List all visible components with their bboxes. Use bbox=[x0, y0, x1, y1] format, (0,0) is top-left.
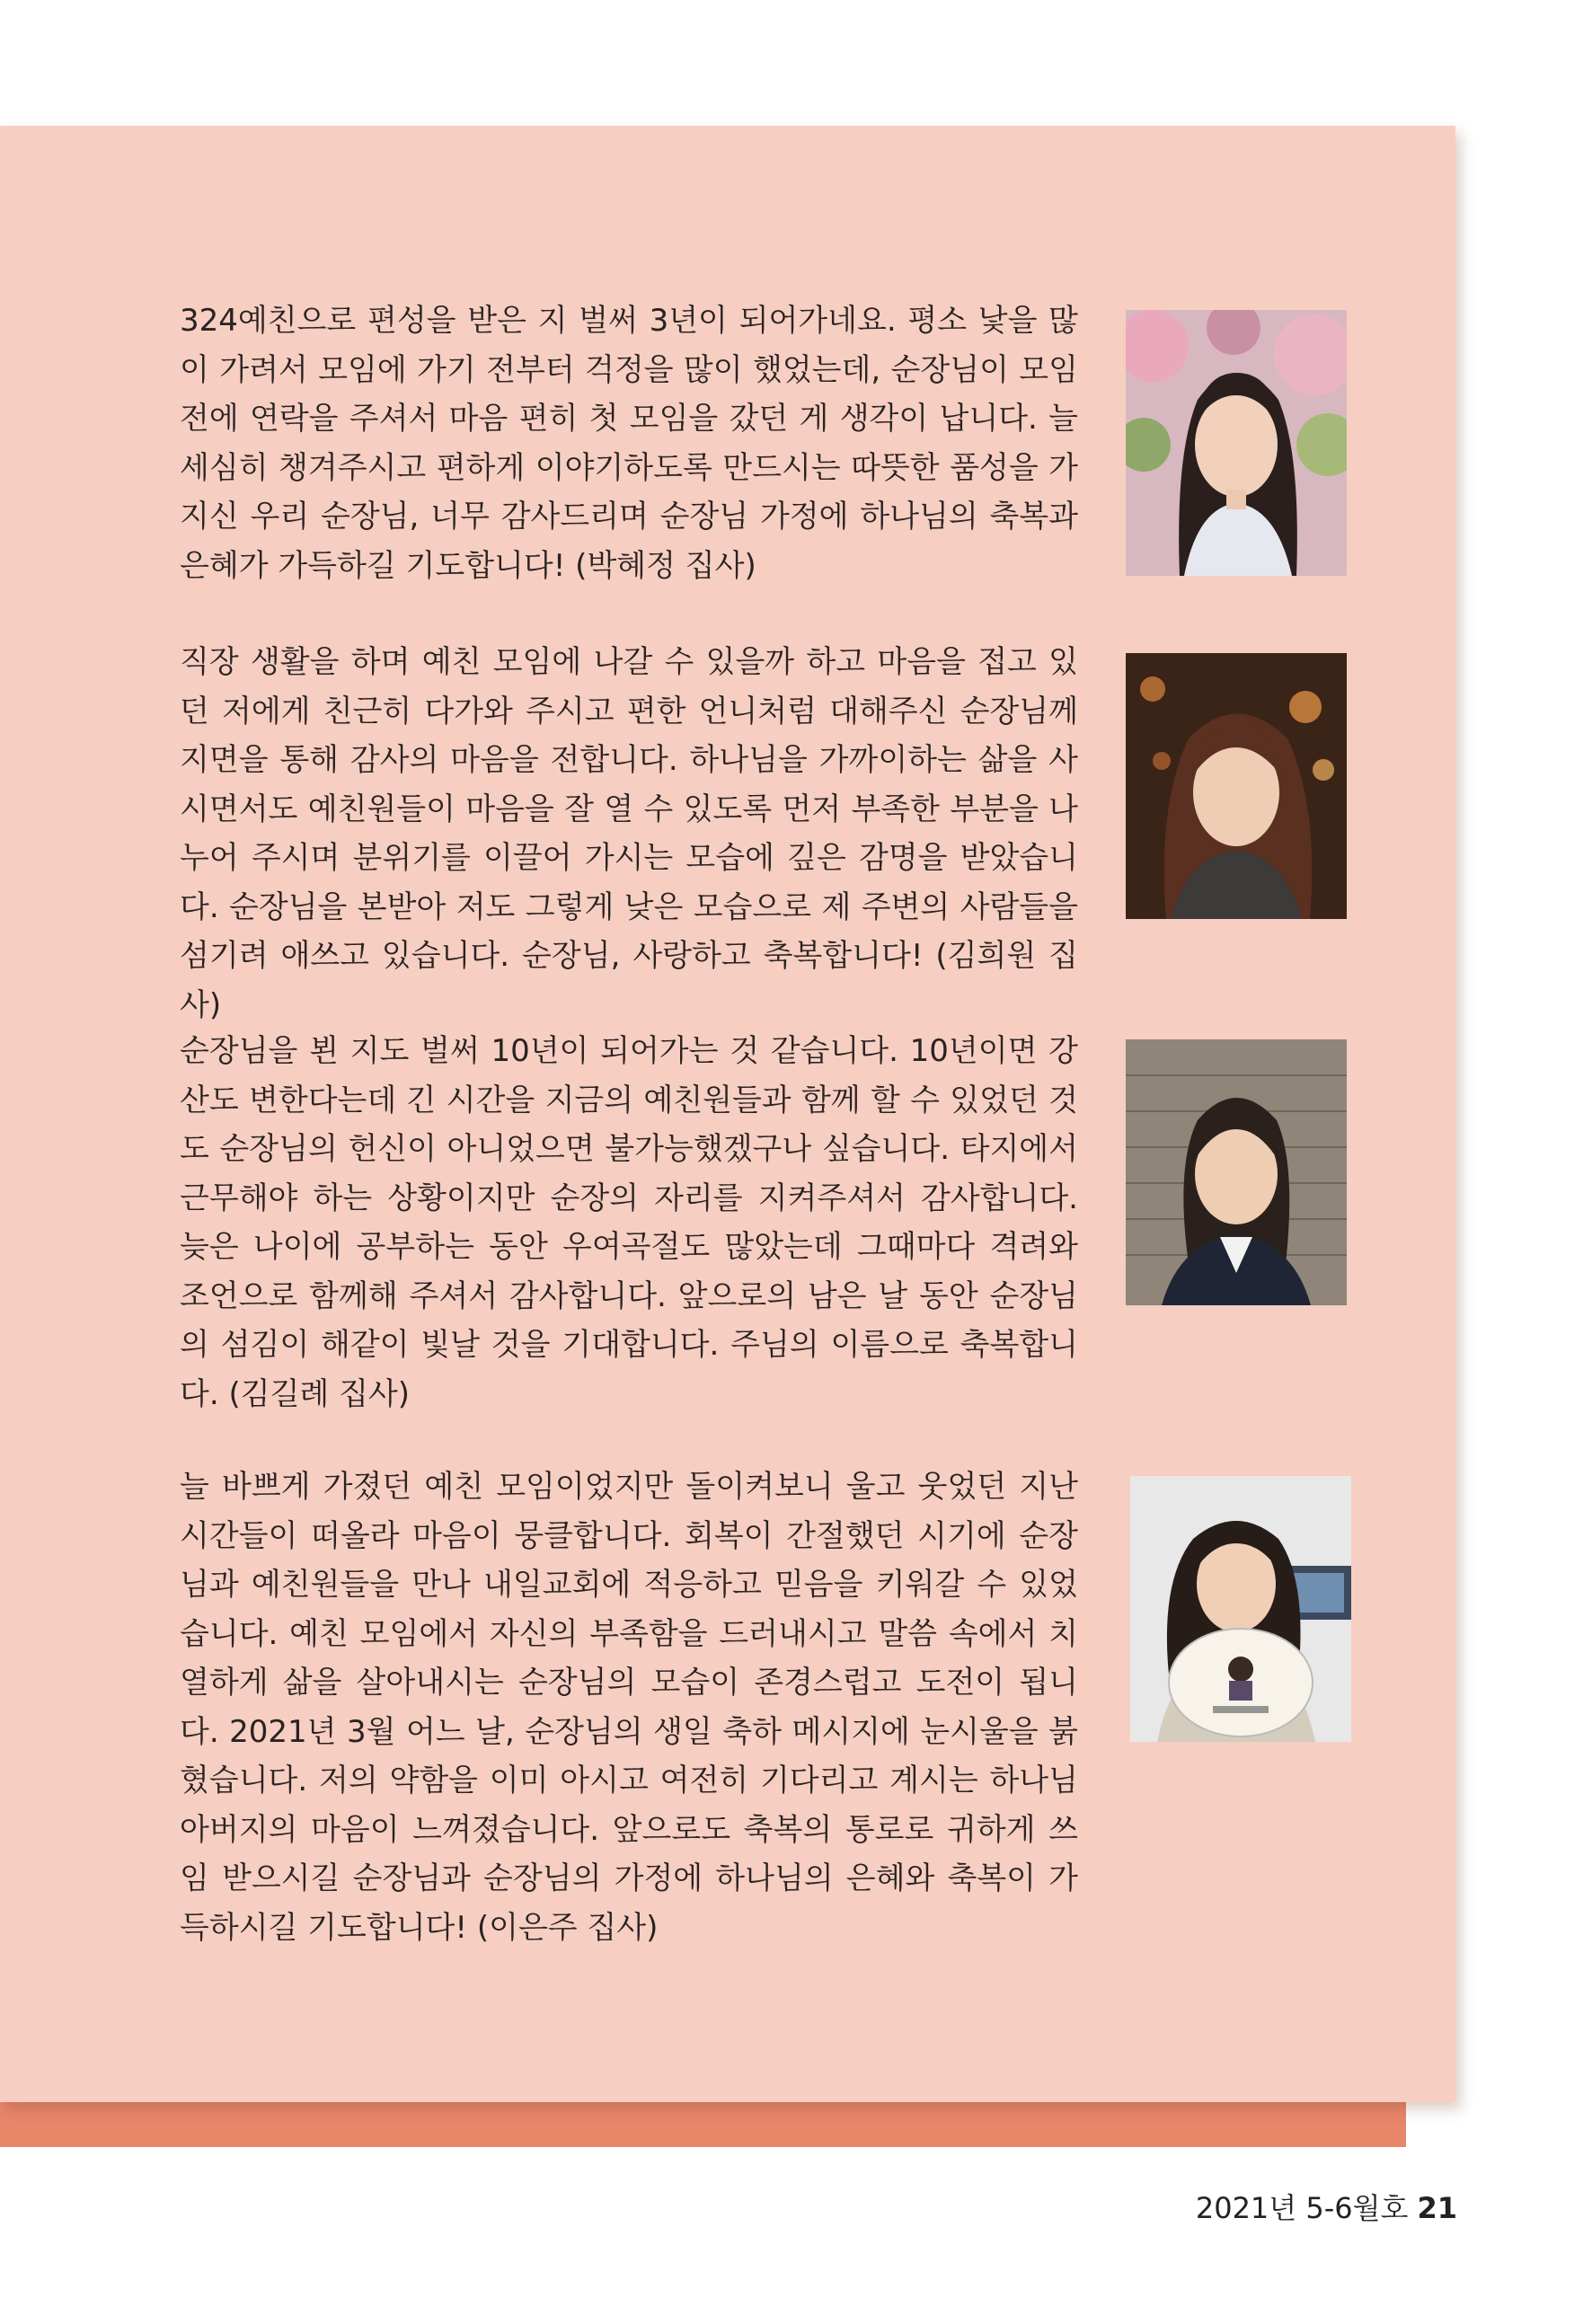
testimony-text-4: 늘 바쁘게 가졌던 예친 모임이었지만 돌이켜보니 울고 웃었던 지난 시간들이 떠올라 마음이 뭉클합니다. 회복이 간절했던 시기에 순장님과 예친원들을 만나 내일교회에 적응하고 믿음을 키워갈 수 있었습니다. 예친 모임에서 자신의 부족함을 드러내시고 말씀 속에서 치열하게 삶을 살아내시는 순장님의 모습이 존경스럽고 도전이 됩니다. 2021년 3월 어느 날, 순장님의 생일 축하 메시지에 눈시울을 붉혔습니다. 저의 약함을 이미 아시고 여전히 기다리고 계시는 하나님 아버지의 마음이 느껴졌습니다. 앞으로도 축복의 통로로 귀하게 쓰임 받으시길 순장님과 순장님의 가정에 하나님의 은혜와 축복이 가득하시길 기도합니다! (이은주 집사) bbox=[180, 1469, 1078, 1946]
photo-portrait-4 bbox=[1130, 1476, 1351, 1742]
testimony-text-2: 직장 생활을 하며 예친 모임에 나갈 수 있을까 하고 마음을 접고 있던 저에게 친근히 다가와 주시고 편한 언니처럼 대해주신 순장님께 지면을 통해 감사의 마음을 전합니다. 하나님을 가까이하는 삶을 사시면서도 예친원들이 마음을 잘 열 수 있도록 먼저 부족한 부분을 나누어 주시며 분위기를 이끌어 가시는 모습에 깊은 감명을 받았습니다. 순장님을 본받아 저도 그렇게 낮은 모습으로 제 주변의 사람들을 섬기려 애쓰고 있습니다. 순장님, 사랑하고 축복합니다! (김희원 집사) bbox=[180, 644, 1078, 1023]
testimony-text-1: 324예친으로 편성을 받은 지 벌써 3년이 되어가네요. 평소 낯을 많이 가려서 모임에 가기 전부터 걱정을 많이 했었는데, 순장님이 모임 전에 연락을 주셔서 마음 편히 첫 모임을 갔던 게 생각이 납니다. 늘 세심히 챙겨주시고 편하게 이야기하도록 만드시는 따뜻한 품성을 가지신 우리 순장님, 너무 감사드리며 순장님 가정에 하나님의 축복과 은혜가 가득하길 기도합니다! (박혜정 집사) bbox=[180, 303, 1078, 584]
testimony-text-3: 순장님을 뵌 지도 벌써 10년이 되어가는 것 같습니다. 10년이면 강산도 변한다는데 긴 시간을 지금의 예친원들과 함께 할 수 있었던 것도 순장님의 헌신이 아니었으면 불가능했겠구나 싶습니다. 타지에서 근무해야 하는 상황이지만 순장의 자리를 지켜주셔서 감사합니다. 늦은 나이에 공부하는 동안 우여곡절도 많았는데 그때마다 격려와 조언으로 함께해 주셔서 감사합니다. 앞으로의 남은 날 동안 순장님의 섬김이 해같이 빛날 것을 기대합니다. 주님의 이름으로 축복합니다. (김길례 집사) bbox=[180, 1033, 1078, 1412]
page-number: 21 bbox=[1417, 2191, 1457, 2225]
photo-portrait-3 bbox=[1126, 1039, 1347, 1305]
photo-portrait-1 bbox=[1126, 310, 1347, 576]
page-footer bbox=[1196, 2186, 1457, 2227]
photo-portrait-2 bbox=[1126, 653, 1347, 919]
issue-label: 2021년 5-6월호 bbox=[1195, 2191, 1409, 2225]
